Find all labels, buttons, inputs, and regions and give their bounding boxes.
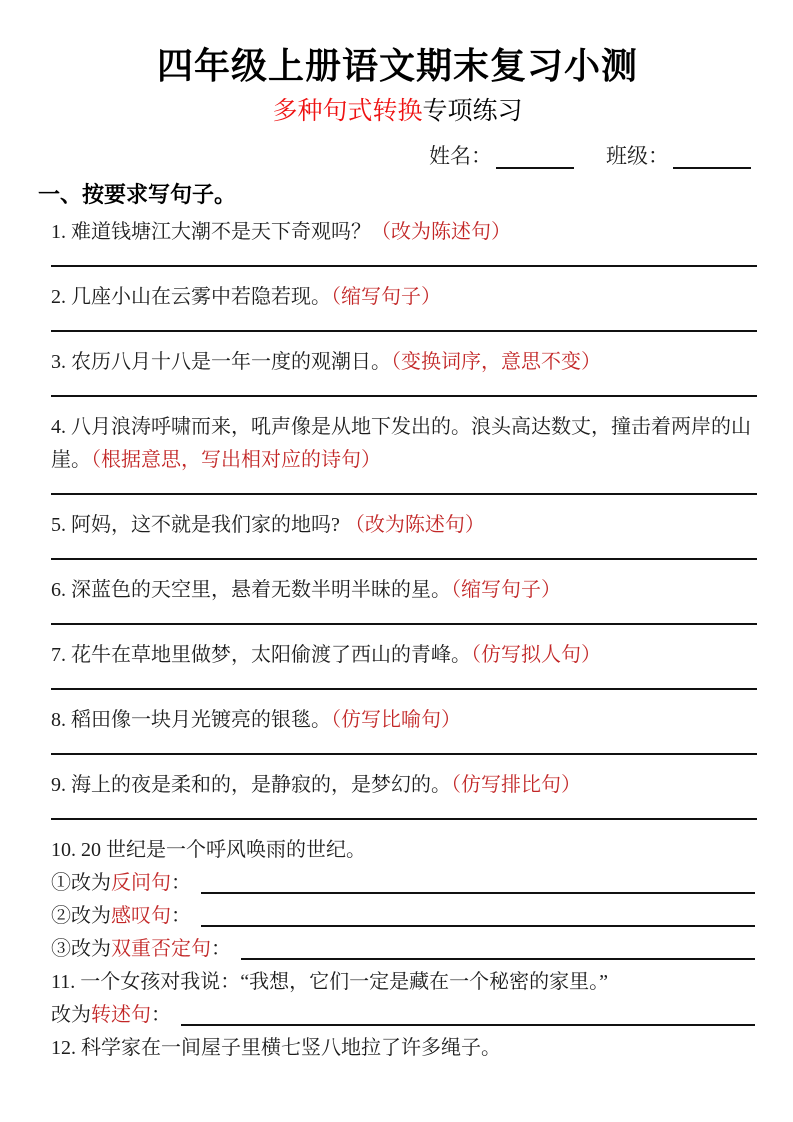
question-text: 海上的夜是柔和的，是静寂的，是梦幻的。 (71, 774, 451, 796)
question-text: 20 世纪是一个呼风唤雨的世纪。 (81, 839, 366, 861)
subitem-colon: ： (171, 905, 191, 927)
question-text: 阿妈，这不就是我们家的地吗? (71, 514, 340, 536)
question-11 (51, 966, 757, 1032)
answer-blank-line (241, 958, 755, 960)
subitem-prefix: ③改为 (51, 938, 111, 960)
question-1 (51, 216, 757, 267)
question-2 (51, 281, 757, 332)
question-list (38, 216, 757, 1065)
subtitle-highlight: 多种句式转换 (272, 97, 423, 125)
answer-blank-line (201, 925, 755, 927)
answer-blank-line (51, 395, 757, 397)
question-number: 3. (51, 351, 66, 373)
question-10-sub-3 (51, 933, 757, 966)
answer-blank-line (51, 688, 757, 690)
question-note: （改为陈述句） (371, 221, 511, 243)
question-10-sub-2 (51, 900, 757, 933)
answer-blank-line (51, 493, 757, 495)
question-9 (51, 769, 757, 820)
question-note: （缩写句子） (331, 286, 441, 308)
subtitle-rest: 专项练习 (422, 97, 523, 125)
subitem-colon: ： (211, 938, 231, 960)
answer-blank-line (51, 753, 757, 755)
question-note: （根据意思，写出相对应的诗句） (91, 449, 381, 471)
question-12 (51, 1032, 757, 1065)
page-subtitle (38, 95, 757, 128)
answer-blank-line (51, 330, 757, 332)
answer-blank-line (51, 818, 757, 820)
answer-blank-line (181, 1024, 755, 1026)
subitem-type: 双重否定句 (111, 938, 211, 960)
question-number: 9. (51, 774, 66, 796)
question-text: 八月浪涛呼啸而来，吼声像是从地下发出的。浪头高达数丈，撞击着两岸的山崖。 (51, 416, 751, 471)
question-note: （变换词序，意思不变） (391, 351, 601, 373)
question-text: 花牛在草地里做梦，太阳偷渡了西山的青峰。 (71, 644, 471, 666)
question-text: 几座小山在云雾中若隐若现。 (71, 286, 331, 308)
question-number: 5. (51, 514, 66, 536)
question-5 (51, 509, 757, 560)
name-blank (496, 145, 574, 169)
question-number: 6. (51, 579, 66, 601)
name-class-row (38, 141, 757, 171)
question-note: （改为陈述句） (344, 514, 485, 536)
subitem-type: 感叹句 (111, 905, 171, 927)
question-number: 11. (51, 971, 76, 993)
question-4 (51, 411, 757, 495)
subitem-type: 反问句 (111, 872, 171, 894)
question-8 (51, 704, 757, 755)
section-heading: 一、按要求写句子。 (38, 182, 237, 207)
answer-blank-line (51, 623, 757, 625)
question-7 (51, 639, 757, 690)
page-title: 四年级上册语文期末复习小测 (156, 45, 638, 86)
rewrite-type: 转述句 (91, 1004, 151, 1026)
question-text: 深蓝色的天空里，悬着无数半明半昧的星。 (71, 579, 451, 601)
answer-blank-line (51, 265, 757, 267)
class-label: 班级： (606, 144, 669, 168)
question-text: 稻田像一块月光镀亮的银毯。 (71, 709, 331, 731)
question-number: 8. (51, 709, 66, 731)
class-blank (673, 145, 751, 169)
question-3 (51, 346, 757, 397)
name-label: 姓名： (429, 144, 492, 168)
question-number: 10. (51, 839, 76, 861)
question-note: （仿写排比句） (451, 774, 581, 796)
question-10 (51, 834, 757, 966)
question-6 (51, 574, 757, 625)
subitem-prefix: ①改为 (51, 872, 111, 894)
question-text: 科学家在一间屋子里横七竖八地拉了许多绳子。 (81, 1037, 501, 1059)
subitem-prefix: ②改为 (51, 905, 111, 927)
question-number: 7. (51, 644, 66, 666)
question-number: 4. (51, 416, 66, 438)
question-note: （仿写比喻句） (331, 709, 461, 731)
question-note: （缩写句子） (451, 579, 561, 601)
rewrite-colon: ： (151, 1004, 171, 1026)
answer-blank-line (51, 558, 757, 560)
question-text: 难道钱塘江大潮不是天下奇观吗？ (71, 221, 371, 243)
answer-blank-line (201, 892, 755, 894)
rewrite-prefix: 改为 (51, 1004, 91, 1026)
question-note: （仿写拟人句） (471, 644, 601, 666)
question-number: 12. (51, 1037, 76, 1059)
question-10-sub-1 (51, 867, 757, 900)
question-number: 2. (51, 286, 66, 308)
subitem-colon: ： (171, 872, 191, 894)
question-text: 农历八月十八是一年一度的观潮日。 (71, 351, 391, 373)
question-number: 1. (51, 221, 66, 243)
question-text: 一个女孩对我说：“我想，它们一定是藏在一个秘密的家里。” (80, 971, 609, 993)
question-11-rewrite-row (51, 999, 757, 1032)
